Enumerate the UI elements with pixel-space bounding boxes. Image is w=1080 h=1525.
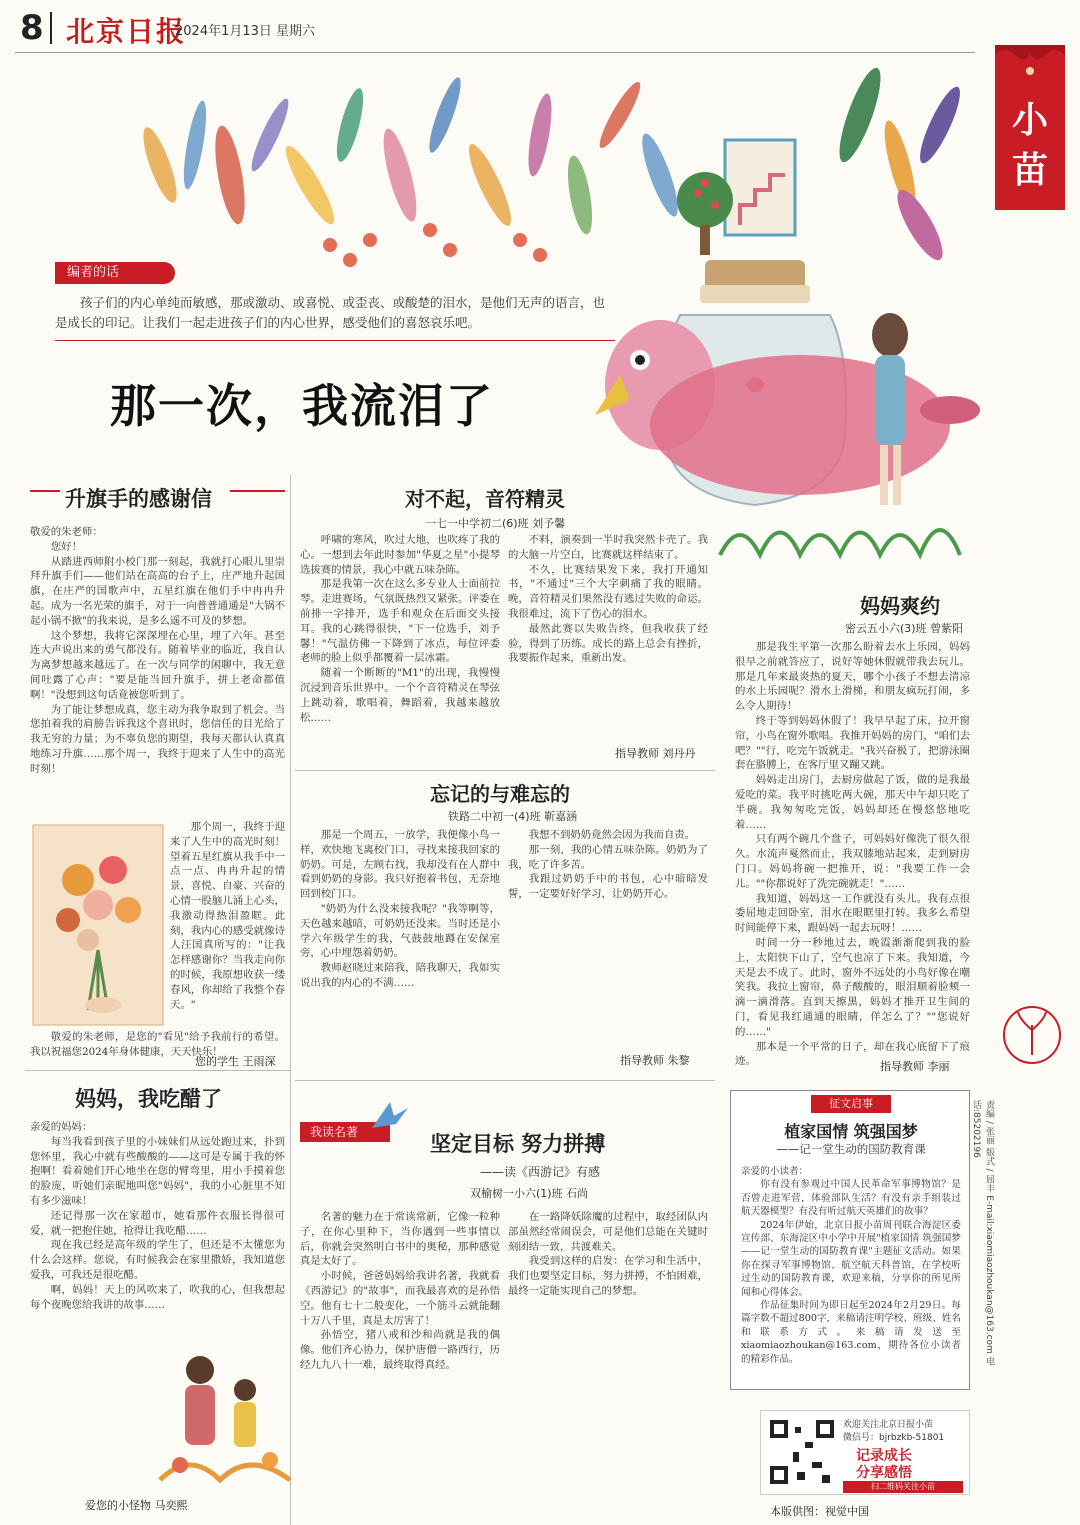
article-paragraph: 小时候，爸爸妈妈给我讲名著，我就看《西游记》的"故事"，而我最喜欢的是孙悟空。他有七十二般变化，一个筋斗云就能翻十万八千里，真是太厉害了！ (300, 1270, 500, 1327)
article-byline: 铁路二中初一(4)班 靳嘉涵 (448, 810, 578, 823)
article-paragraph: 那是我第一次在这么多专业人士面前拉琴。走进赛场，气氛既热烈又紧张。评委在前排一字排开，选手和观众在后面交头接耳。我的心跳得很快，"下一位选手，刘予馨！"气温仿佛一下降到了冰点，每位评委老师的脸上似乎都覆着一层冰霜。 (300, 578, 500, 665)
article-paragraph: 我受到这样的启发：在学习和生活中，我们也要坚定目标，努力拼搏，不怕困难，最终一定能实现自己的梦想。 (508, 1255, 708, 1297)
editor-note-text: 孩子们的内心单纯而敏感，那或激动、或喜悦、或歪丧、或酸楚的泪水，是他们无声的语言，也是成长的印记。让我们一起走进孩子们的内心世界，感受他们的喜怒哀乐吧。 (55, 295, 606, 330)
article-body-col1 (300, 1210, 500, 1515)
qr-sub: 扫二维码关注小苗 (843, 1481, 963, 1493)
notice-greeting: 亲爱的小读者： (741, 1166, 809, 1177)
article-paragraph: 在一路降妖除魔的过程中，取经团队内部虽然经常闹误会，可是他们总能在关键时刻团结一致，共渡难关。 (508, 1211, 708, 1253)
article-paragraph: 时间一分一秒地过去，晚霞渐渐爬到我的脸上，太阳快下山了，空气也凉了下来。我知道，今天是去不成了。此时，窗外不远处的小鸟好像在嘲笑我。我拉上窗帘，鼻子酸酸的，眼泪顺着脸颊一滴一滴滑落。直到天擦黑，妈妈才推开卫生间的门，看见我红通通的眼睛，佯怎么了？""您说好的……" (735, 936, 970, 1038)
article-body-col2 (508, 828, 708, 1048)
article-title: 升旗手的感谢信 (65, 487, 212, 511)
masthead-rule (15, 52, 975, 53)
qr-block (760, 1410, 970, 1495)
row-divider (25, 1070, 290, 1071)
article-paragraph: 啊，妈妈！天上的风吹来了，吹我的心，但我想起每个夜晚您给我讲的故事…… (30, 1283, 285, 1311)
article-paragraph: 妈妈走出房门，去厨房做起了饭，做的是我最爱吃的菜。我平时挑吃两大碗，那天中午却只吃了半碗。我匆匆吃完饭，妈妈却还在慢悠悠地吃着…… (735, 774, 970, 831)
article-paragraph: 从踏进西师附小校门那一刻起，我就打心眼儿里崇拜升旗手们——他们站在高高的台子上，庄严地升起国旗，在庄严的国歌声中，五星红旗在他们手中冉冉升起。成为一名光荣的旗手，对于一向普普通通是"大锅不起小锅不掀"的我来说，是多么遥不可及的梦想。 (30, 555, 285, 627)
qr-code-icon[interactable] (767, 1417, 837, 1487)
notice-body (741, 1165, 961, 1385)
article-paragraph: 名著的魅力在于常读常新，它像一粒种子，在你心里种下，当你遇到一些事情以后，你就会突然明白书中的奥秘，那种感觉真是太好了。 (300, 1211, 500, 1268)
article-paragraph: 那一刻，我的心情五味杂陈。奶奶为了我，吃了许多苦。 (508, 843, 708, 871)
article-title: 坚定目标 努力拼搏 (430, 1132, 606, 1156)
main-title: 那一次，我流泪了 (110, 379, 494, 433)
qr-slogan1: 记录成长 (856, 1448, 912, 1464)
article-title: 忘记的与难忘的 (430, 782, 570, 806)
article-paragraph: 现在我已经是高年级的学生了，但还是不太懂您为什么会这样。您说，有时候我会在家里撒娇，我知道您爱我，可我还是很吃醋。 (30, 1239, 285, 1281)
article-paragraph: 我跟过奶奶手中的书包，心中暗暗发誓，一定要好好学习，让奶奶开心。 (508, 873, 708, 901)
article-paragraph: 那个周一，我终于迎来了人生中的高光时刻！望着五星红旗从我手中一点一点、冉冉升起的情景，喜悦、自豪、兴奋的心情一股脑儿涌上心头，我激动得热泪盈眶。此刻，我内心的感受就像诗人汪国真所写的："让我怎样感谢你？当我走向你的时候，我原想收获一缕春风，你却给了我整个春天。" (170, 821, 285, 1011)
article-paragraph: 那本是一个平常的日子，却在我心底留下了痕迹。 (735, 1040, 970, 1068)
section-tag: 我读名著 (300, 1122, 390, 1142)
article-body-col1 (300, 533, 500, 753)
banner-title: 小苗 (1011, 99, 1048, 191)
column-divider (290, 475, 291, 1525)
article-paragraph: 那是一个周五，一放学，我便像小鸟一样，欢快地飞离校门口，寻找来接我回家的奶奶。可是，左顾右找，我却没有在人群中看到奶奶的身影。我只好抱着书包，无奈地回到校门口。 (300, 829, 500, 901)
publication-date: 2024年1月13日 星期六 (175, 24, 316, 39)
leaves-left (137, 75, 685, 267)
article-paragraph: 敬爱的朱老师，是您的"看见"给予我前行的希望。我以祝福您2024年身体健康，天天快乐！ (30, 1031, 285, 1058)
notice-tag: 征文启事 (811, 1095, 891, 1113)
article-paragraph: 还记得那一次在家超市，她看那件衣服长得很可爱，就一把抱住她，抢得让我吃醋…… (30, 1209, 285, 1237)
article-paragraph: 您好！ (50, 540, 82, 553)
title-rule-left (30, 490, 60, 492)
qr-slogan2: 分享感悟 (856, 1465, 912, 1481)
article-title: 妈妈，我吃醋了 (75, 1087, 222, 1111)
article-paragraph: 孙悟空，猪八戒和沙和尚就是我的偶像。他们齐心协力，保护唐僧一路西行，历经九九八十一难，最终取得真经。 (300, 1329, 500, 1371)
article-paragraph: 不料，演奏到一半时我突然卡壳了。我的大脑一片空白，比赛就这样结束了。 (508, 534, 708, 561)
article-closing (30, 1030, 285, 1058)
editor-note-tag: 编者的话 (55, 262, 175, 284)
article-byline: 一七一中学初二(6)班 刘予馨 (425, 517, 566, 530)
call-for-entries-box (730, 1090, 970, 1390)
article-paragraph: 为了能让梦想成真，您主动为我争取到了机会。当您拍着我的肩膀告诉我这个喜讯时，您信任的目光给了我无穷的力量；为不辜负您的期望，我每天都认认真真地练习升旗……那个周一，我终于迎来了人生中的高光时刻！ (30, 703, 285, 775)
article-paragraph: 我想不到奶奶竟然会因为我而自责。 (528, 829, 696, 841)
article-signature: 指导教师 朱黎 (620, 1054, 690, 1067)
page-number: 8 (20, 8, 44, 48)
notice-paragraph: 你有没有参观过中国人民革命军事博物馆？是否曾走进军营，体验部队生活？有没有亲手组装过航天器模型？有没有听过航天英雄们的故事？ (741, 1179, 961, 1218)
qr-line1: 欢迎关注北京日报小苗 (843, 1420, 934, 1430)
article-paragraph: 呼啸的寒风，吹过大地，也吹疼了我的心。一想到去年此时参加"华夏之星"小提琴选拔赛的情景，我心中就五味杂陈。 (300, 534, 500, 576)
footer-credit: 本版供图：视觉中国 (770, 1505, 869, 1518)
article-paragraph: 最然此赛以失败告终，但我收获了经验，得到了历练。成长的路上总会有挫折，我要振作起来，重新出发。 (508, 622, 708, 665)
article-signature: 指导教师 刘丹丹 (615, 747, 696, 760)
row-divider (295, 770, 715, 771)
banner-ornament-icon (995, 45, 1065, 85)
article-subtitle: ——读《西游记》有感 (480, 1165, 601, 1179)
side-credits: 责编 / 张丽 版式 / 屈丰 E-mail:xiaomiaozhoukan@163.com 电话:85202196 (971, 1100, 994, 1366)
row-divider (295, 1080, 715, 1081)
article-byline: 密云五小六(3)班 曾紫阳 (845, 622, 964, 635)
notice-paragraph: 2024年伊始，北京日报小苗周刊联合海淀区委宣传部、东海淀区中小学中开展"植家国情 筑强国梦——记一堂生动的国防教育课"主题征文活动。如果你在探寻军事博物馆、航空航天科普馆，在学校听过生动的国防教育课，欢迎来稿，分享你的所见所闻和心得体会。 (741, 1219, 961, 1298)
article-greeting: 亲爱的妈妈： (30, 1121, 93, 1133)
editor-note-rule (55, 340, 615, 341)
article-paragraph: 终于等到妈妈休假了！我早早起了床，拉开窗帘，小鸟在窗外歌唱。我推开妈妈的房门，"咱们去吧？""行，吃完午饭就走。"我兴奋极了，把游泳圈套在胳膊上，在客厅里又蹦又跳。 (735, 714, 970, 772)
article-body-col2 (508, 1210, 708, 1515)
article-body-col1 (300, 828, 500, 1063)
mother-child-illustration (160, 1330, 290, 1490)
article-signature: 爱您的小怪物 马奕熙 (85, 1499, 188, 1512)
article-signature: 指导教师 李丽 (880, 1060, 950, 1073)
masthead (0, 0, 1080, 60)
article-title: 对不起，音符精灵 (405, 487, 565, 511)
article-paragraph: 那是我生平第一次那么盼着去水上乐园，妈妈很早之前就答应了，说好等她休假就带我去玩儿。那是几年来最炎热的夏天，哪个小孩子不想去清凉的水上乐园呢？滑水上滑梯，和朋友疯玩打闹，多么令人期待！ (735, 641, 970, 713)
article-paragraph: 教师赵晓过来陪我，陪我聊天，我如实说出我的内心的不满…… (300, 962, 500, 989)
frame-icon (725, 140, 795, 235)
article-paragraph: "奶奶为什么没来接我呢？"我等啊等，天色越来越暗，可奶奶还没来。当时还是小学六年级学生的我，气鼓鼓地蹲在安保室旁，心中埋怨着奶奶。 (300, 902, 500, 960)
article-paragraph: 随着一个断断的"M1"的出现，我慢慢沉浸到音乐世界中。一个个音符精灵在琴弦上跳动着，歌唱着，舞蹈着，我越来越放松…… (300, 667, 500, 724)
notice-paragraph: 作品征集时间为即日起至2024年2月29日。每篇字数不超过800字，来稿请注明学校、班级、姓名和联系方式。来稿请发送至xiaomiaozhoukan@163.com，期待各位小读者的精彩作品。 (741, 1300, 961, 1365)
sprout-logo-icon (1000, 1000, 1065, 1070)
masthead-divider (50, 12, 52, 44)
article-paragraph: 只有两个碗几个盘子，可妈妈好像洗了很久很久。水流声戛然而止，我双膝地站起来，走到厨房门口。妈妈将碗一把推开，说："我要工作一会儿。""你都说好了洗完碗就走！"…… (735, 833, 970, 890)
notice-subtitle: ——记一堂生动的国防教育课 (776, 1142, 926, 1156)
article-paragraph: 不久，比赛结果发下来，我打开通知书，"不通过"三个大字刺痛了我的眼睛。晚，音符精灵们果然没有逃过失败的命运。我很难过，流下了伤心的泪水。 (508, 563, 708, 620)
qr-line2: 微信号：bjrbzkb-51801 (843, 1433, 945, 1443)
article-byline: 双榆树一小六(1)班 石尚 (470, 1187, 589, 1200)
article-paragraph: 这个梦想，我将它深深埋在心里，埋了六年。甚至连大声说出来的勇气都没有。随着毕业的临近，我自认为离梦想越来越远了。在一次与同学的闲聊中，我无意间吐露了心声："要是能当回升旗手，拼上老命都值啊！"没想到这句话竟被您听到了。 (30, 629, 285, 701)
article-body-narrow (170, 820, 285, 1030)
article-body (30, 525, 285, 815)
notice-title: 植家国情 筑强国梦 (784, 1122, 918, 1141)
article-greeting: 敬爱的朱老师： (30, 526, 103, 538)
paper-name: 北京日报 (66, 15, 187, 48)
bouquet-illustration (28, 820, 168, 1030)
article-paragraph: 我知道，妈妈这一工作就没有头儿。我有点很委屈地走回卧室，泪水在眼眶里打转。我多么希望时间能停下来，跟妈妈一起去玩呀！…… (735, 892, 970, 935)
article-signature: 您的学生 王雨深 (195, 1055, 276, 1068)
article-paragraph: 每当我看到孩子里的小妹妹们从远处跑过来，扑到您怀里，我心中就有些酸酸的——这可是专属于我的怀抱啊！看着她们开心地坐在您的臂弯里，用小手摸着您的脸庞，听她们亲昵地叫您"妈妈"，我的小心脏里不知有多少滋味！ (30, 1135, 285, 1207)
article-title: 妈妈爽约 (860, 594, 940, 618)
article-body-col2 (508, 533, 708, 738)
title-rule-right (230, 490, 285, 492)
paper-crane-icon (370, 1098, 410, 1132)
